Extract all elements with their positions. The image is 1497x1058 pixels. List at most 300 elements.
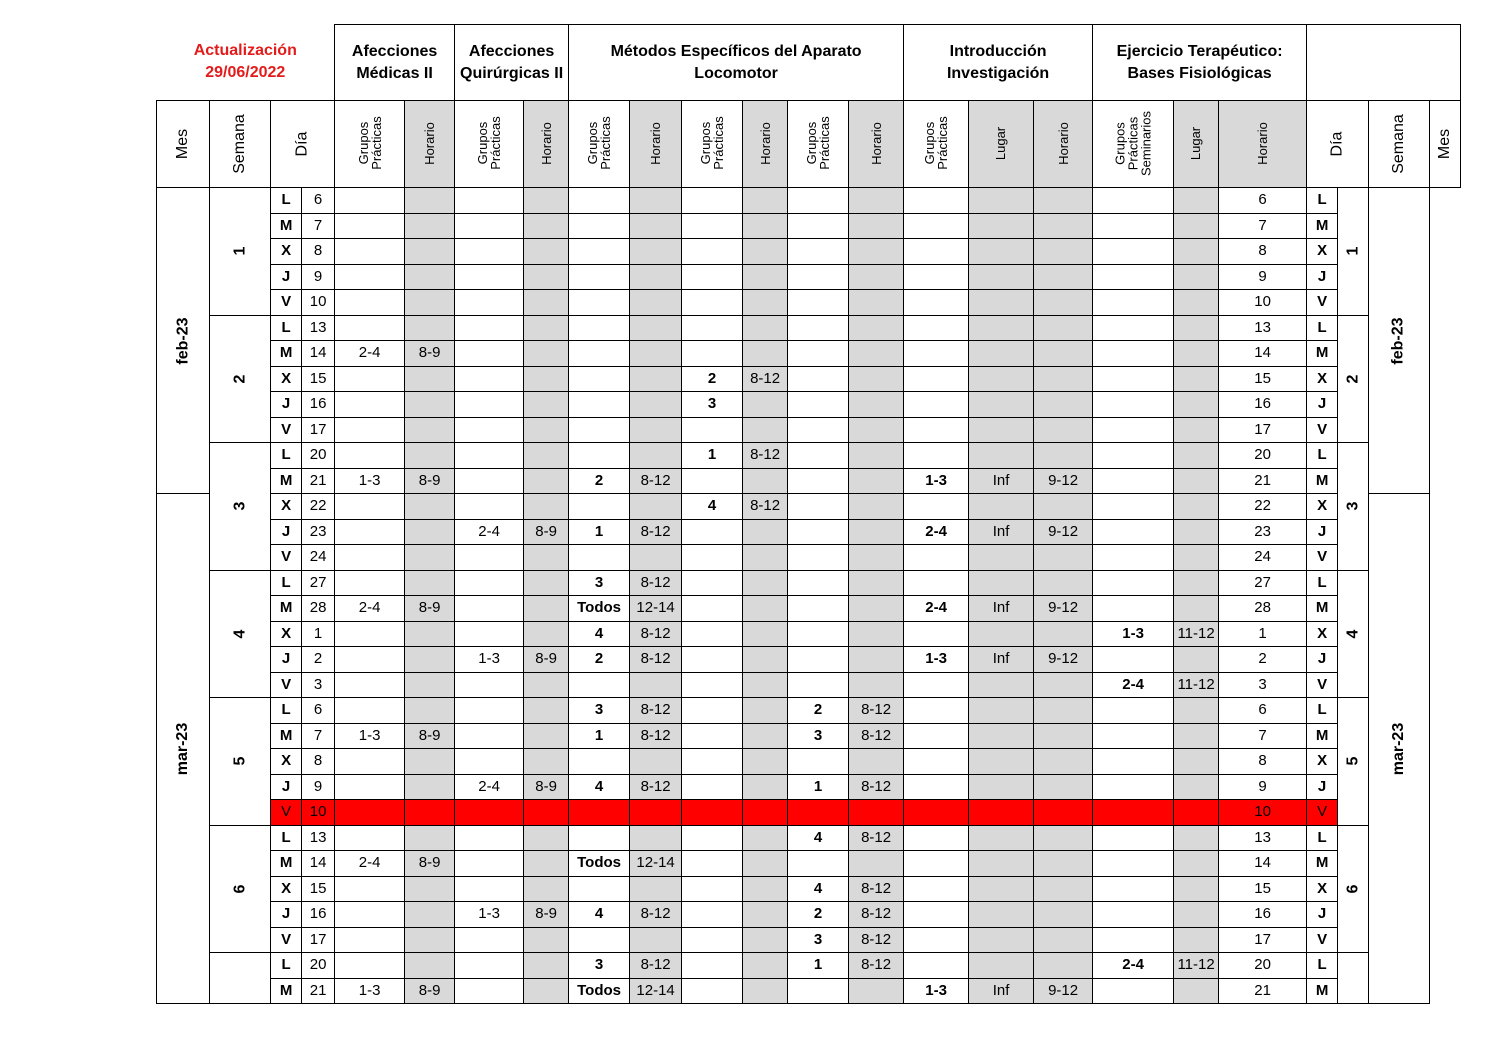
group-cell bbox=[1093, 825, 1174, 851]
group-cell bbox=[569, 315, 630, 341]
schedule-cell: Inf bbox=[969, 596, 1034, 622]
day-letter: J bbox=[1307, 519, 1338, 545]
group-cell bbox=[788, 290, 849, 316]
update-date: 29/06/2022 bbox=[205, 64, 286, 82]
schedule-cell: 8-9 bbox=[405, 468, 455, 494]
group-cell bbox=[682, 774, 743, 800]
day-number: 1 bbox=[1219, 621, 1307, 647]
table-row bbox=[157, 698, 1461, 724]
schedule-cell: Inf bbox=[969, 647, 1034, 673]
group-cell bbox=[904, 774, 969, 800]
schedule-cell bbox=[524, 341, 569, 367]
day-letter: L bbox=[271, 698, 302, 724]
table-row bbox=[157, 519, 1461, 545]
group-cell bbox=[682, 723, 743, 749]
schedule-cell bbox=[969, 213, 1034, 239]
day-letter: L bbox=[1307, 953, 1338, 979]
schedule-cell: 8-9 bbox=[524, 519, 569, 545]
group-cell bbox=[788, 596, 849, 622]
table-row bbox=[157, 545, 1461, 571]
schedule-cell bbox=[405, 800, 455, 826]
update-notice bbox=[157, 25, 335, 101]
day-letter: M bbox=[271, 341, 302, 367]
group-cell bbox=[1093, 417, 1174, 443]
schedule-cell bbox=[1174, 876, 1219, 902]
schedule-cell bbox=[524, 927, 569, 953]
day-number: 15 bbox=[302, 876, 335, 902]
table-row bbox=[157, 672, 1461, 698]
schedule-cell bbox=[630, 927, 682, 953]
day-letter: L bbox=[1307, 443, 1338, 469]
group-cell bbox=[904, 239, 969, 265]
group-cell bbox=[1093, 723, 1174, 749]
schedule-cell: 8-12 bbox=[743, 443, 788, 469]
schedule-cell bbox=[524, 443, 569, 469]
week-label bbox=[210, 953, 271, 1004]
day-letter: M bbox=[271, 468, 302, 494]
group-cell bbox=[569, 264, 630, 290]
group-cell bbox=[1093, 315, 1174, 341]
group-cell bbox=[788, 392, 849, 418]
col-grupos: Grupos Prácticas bbox=[788, 101, 849, 188]
group-cell bbox=[1093, 366, 1174, 392]
col-horario: Horario bbox=[1219, 101, 1307, 188]
group-cell bbox=[904, 366, 969, 392]
group-cell: 1-3 bbox=[335, 978, 405, 1004]
schedule-cell bbox=[405, 443, 455, 469]
group-cell bbox=[1093, 978, 1174, 1004]
schedule-cell bbox=[969, 876, 1034, 902]
col-grupos: Grupos Prácticas bbox=[682, 101, 743, 188]
col-horario: Horario bbox=[849, 101, 904, 188]
group-cell bbox=[455, 392, 524, 418]
group-cell bbox=[904, 723, 969, 749]
group-cell bbox=[1093, 800, 1174, 826]
group-cell bbox=[904, 443, 969, 469]
schedule-cell bbox=[630, 392, 682, 418]
day-letter: V bbox=[271, 417, 302, 443]
schedule-cell: Inf bbox=[969, 978, 1034, 1004]
schedule-cell bbox=[743, 545, 788, 571]
schedule-cell: 8-9 bbox=[405, 596, 455, 622]
schedule-cell bbox=[1174, 596, 1219, 622]
group-cell bbox=[682, 519, 743, 545]
group-cell bbox=[682, 672, 743, 698]
group-cell bbox=[455, 825, 524, 851]
schedule-cell bbox=[969, 494, 1034, 520]
schedule-cell bbox=[849, 341, 904, 367]
schedule-cell bbox=[1034, 672, 1093, 698]
schedule-cell bbox=[743, 570, 788, 596]
day-letter: M bbox=[1307, 596, 1338, 622]
schedule-cell bbox=[743, 647, 788, 673]
schedule-cell bbox=[969, 953, 1034, 979]
group-cell bbox=[335, 417, 405, 443]
day-number: 17 bbox=[1219, 927, 1307, 953]
day-letter: X bbox=[271, 239, 302, 265]
group-cell bbox=[335, 494, 405, 520]
col-lugar: Lugar bbox=[1174, 101, 1219, 188]
col-grupos: Grupos Prácticas bbox=[335, 101, 405, 188]
group-cell bbox=[569, 545, 630, 571]
table-row bbox=[157, 902, 1461, 928]
day-number: 13 bbox=[302, 825, 335, 851]
day-number: 13 bbox=[1219, 315, 1307, 341]
group-cell bbox=[335, 545, 405, 571]
group-cell: 4 bbox=[569, 774, 630, 800]
schedule-cell bbox=[849, 392, 904, 418]
table-row bbox=[157, 851, 1461, 877]
schedule-cell bbox=[1034, 927, 1093, 953]
day-letter: L bbox=[1307, 825, 1338, 851]
schedule-cell bbox=[1034, 494, 1093, 520]
group-cell: 1-3 bbox=[904, 468, 969, 494]
group-cell bbox=[788, 315, 849, 341]
schedule-cell: 8-9 bbox=[524, 774, 569, 800]
schedule-cell bbox=[1174, 341, 1219, 367]
schedule-cell bbox=[1034, 290, 1093, 316]
group-cell bbox=[788, 264, 849, 290]
day-letter: L bbox=[271, 570, 302, 596]
group-cell bbox=[788, 239, 849, 265]
schedule-cell bbox=[405, 290, 455, 316]
group-cell bbox=[455, 290, 524, 316]
week-label: 3 bbox=[210, 443, 271, 571]
group-cell: 4 bbox=[569, 902, 630, 928]
day-number: 17 bbox=[302, 927, 335, 953]
schedule-cell bbox=[969, 774, 1034, 800]
group-cell bbox=[335, 315, 405, 341]
schedule-cell bbox=[1174, 443, 1219, 469]
table-row bbox=[157, 596, 1461, 622]
day-letter: J bbox=[271, 392, 302, 418]
table-row bbox=[157, 621, 1461, 647]
schedule-cell bbox=[630, 290, 682, 316]
schedule-cell bbox=[743, 417, 788, 443]
group-cell: 3 bbox=[569, 698, 630, 724]
group-cell bbox=[335, 621, 405, 647]
schedule-cell bbox=[1034, 749, 1093, 775]
day-number: 14 bbox=[302, 851, 335, 877]
schedule-cell bbox=[743, 188, 788, 214]
schedule-cell: 8-12 bbox=[849, 902, 904, 928]
schedule-cell bbox=[405, 570, 455, 596]
schedule-cell: 8-9 bbox=[405, 723, 455, 749]
schedule-cell bbox=[1174, 494, 1219, 520]
group-cell: 4 bbox=[682, 494, 743, 520]
schedule-cell bbox=[743, 341, 788, 367]
day-number: 10 bbox=[302, 800, 335, 826]
day-number: 16 bbox=[302, 902, 335, 928]
table-row bbox=[157, 264, 1461, 290]
schedule-cell: 12-14 bbox=[630, 978, 682, 1004]
col-horario: Horario bbox=[405, 101, 455, 188]
schedule-cell bbox=[1174, 239, 1219, 265]
schedule-cell bbox=[524, 494, 569, 520]
week-label: 6 bbox=[1338, 825, 1369, 953]
schedule-cell bbox=[849, 188, 904, 214]
table-row bbox=[157, 570, 1461, 596]
schedule-cell bbox=[743, 876, 788, 902]
group-cell bbox=[682, 570, 743, 596]
schedule-cell: 8-12 bbox=[743, 494, 788, 520]
schedule-cell bbox=[1034, 392, 1093, 418]
schedule-cell bbox=[524, 749, 569, 775]
day-number: 15 bbox=[302, 366, 335, 392]
group-cell bbox=[682, 213, 743, 239]
group-cell bbox=[682, 545, 743, 571]
schedule-cell bbox=[1174, 902, 1219, 928]
day-letter: J bbox=[1307, 264, 1338, 290]
schedule-cell bbox=[524, 417, 569, 443]
schedule-cell bbox=[1174, 800, 1219, 826]
schedule-cell bbox=[405, 621, 455, 647]
schedule-cell bbox=[743, 953, 788, 979]
group-cell: 2 bbox=[788, 902, 849, 928]
schedule-cell bbox=[743, 468, 788, 494]
schedule-cell bbox=[630, 417, 682, 443]
schedule-cell bbox=[524, 315, 569, 341]
schedule-cell bbox=[743, 290, 788, 316]
group-cell bbox=[455, 596, 524, 622]
day-letter: L bbox=[271, 443, 302, 469]
group-cell bbox=[335, 902, 405, 928]
day-number: 28 bbox=[1219, 596, 1307, 622]
day-letter: J bbox=[1307, 647, 1338, 673]
table-row bbox=[157, 443, 1461, 469]
group-cell: 2-4 bbox=[335, 596, 405, 622]
group-cell bbox=[335, 876, 405, 902]
group-cell bbox=[335, 647, 405, 673]
schedule-cell bbox=[969, 545, 1034, 571]
schedule-cell bbox=[1174, 392, 1219, 418]
group-cell bbox=[455, 494, 524, 520]
day-number: 28 bbox=[302, 596, 335, 622]
schedule-cell bbox=[849, 315, 904, 341]
day-letter: J bbox=[271, 264, 302, 290]
table-row bbox=[157, 315, 1461, 341]
schedule-cell bbox=[1034, 851, 1093, 877]
group-cell bbox=[1093, 596, 1174, 622]
group-cell: 2-4 bbox=[335, 851, 405, 877]
day-number: 17 bbox=[302, 417, 335, 443]
week-label: 3 bbox=[1338, 443, 1369, 571]
group-cell bbox=[904, 621, 969, 647]
group-cell bbox=[682, 749, 743, 775]
table-row bbox=[157, 213, 1461, 239]
schedule-cell bbox=[849, 647, 904, 673]
schedule-cell bbox=[524, 672, 569, 698]
group-cell: 2 bbox=[569, 468, 630, 494]
group-cell bbox=[569, 341, 630, 367]
day-letter: V bbox=[1307, 290, 1338, 316]
schedule-cell bbox=[524, 851, 569, 877]
week-label: 2 bbox=[1338, 315, 1369, 443]
group-cell bbox=[904, 545, 969, 571]
group-cell bbox=[1093, 290, 1174, 316]
week-label: 1 bbox=[210, 188, 271, 316]
day-number: 7 bbox=[1219, 723, 1307, 749]
day-number: 14 bbox=[1219, 851, 1307, 877]
schedule-cell bbox=[743, 851, 788, 877]
schedule-cell: 8-12 bbox=[849, 723, 904, 749]
group-cell: 2-4 bbox=[455, 519, 524, 545]
day-number: 9 bbox=[1219, 774, 1307, 800]
schedule-cell bbox=[1174, 366, 1219, 392]
schedule-cell: 8-12 bbox=[849, 698, 904, 724]
schedule-cell bbox=[524, 290, 569, 316]
day-letter: L bbox=[1307, 188, 1338, 214]
day-letter: V bbox=[271, 927, 302, 953]
group-cell bbox=[682, 621, 743, 647]
schedule-cell bbox=[849, 570, 904, 596]
schedule-cell bbox=[630, 366, 682, 392]
group-cell: 2 bbox=[788, 698, 849, 724]
day-number: 7 bbox=[1219, 213, 1307, 239]
schedule-cell bbox=[849, 596, 904, 622]
group-cell bbox=[455, 672, 524, 698]
schedule-cell: 11-12 bbox=[1174, 672, 1219, 698]
schedule-cell bbox=[630, 494, 682, 520]
day-number: 22 bbox=[1219, 494, 1307, 520]
schedule-cell bbox=[524, 239, 569, 265]
day-letter: J bbox=[271, 902, 302, 928]
group-cell bbox=[904, 417, 969, 443]
day-letter: V bbox=[1307, 672, 1338, 698]
schedule-cell bbox=[524, 800, 569, 826]
day-number: 9 bbox=[302, 264, 335, 290]
schedule-cell bbox=[849, 672, 904, 698]
group-cell bbox=[455, 749, 524, 775]
week-label: 5 bbox=[1338, 698, 1369, 826]
group-cell bbox=[682, 876, 743, 902]
schedule-cell bbox=[405, 213, 455, 239]
schedule-cell: 8-9 bbox=[524, 647, 569, 673]
day-letter: X bbox=[1307, 621, 1338, 647]
group-cell bbox=[788, 647, 849, 673]
day-letter: M bbox=[271, 723, 302, 749]
group-cell bbox=[455, 570, 524, 596]
schedule-cell: 9-12 bbox=[1034, 596, 1093, 622]
group-cell bbox=[569, 672, 630, 698]
schedule-cell bbox=[743, 774, 788, 800]
group-cell bbox=[335, 264, 405, 290]
month-label: mar-23 bbox=[1369, 494, 1430, 1004]
day-letter: L bbox=[271, 953, 302, 979]
group-cell bbox=[682, 953, 743, 979]
table-row bbox=[157, 366, 1461, 392]
day-number: 6 bbox=[302, 188, 335, 214]
schedule-cell bbox=[743, 825, 788, 851]
group-cell bbox=[904, 570, 969, 596]
group-cell bbox=[904, 264, 969, 290]
group-cell: 2-4 bbox=[904, 596, 969, 622]
group-cell bbox=[335, 672, 405, 698]
schedule-cell bbox=[405, 927, 455, 953]
col-grupos: Grupos Prácticas bbox=[569, 101, 630, 188]
group-cell bbox=[335, 749, 405, 775]
schedule-cell bbox=[630, 825, 682, 851]
table-row bbox=[157, 978, 1461, 1004]
group-cell bbox=[335, 927, 405, 953]
schedule-cell bbox=[630, 443, 682, 469]
schedule-cell bbox=[1174, 468, 1219, 494]
schedule-cell bbox=[630, 800, 682, 826]
group-cell bbox=[682, 825, 743, 851]
group-cell: 3 bbox=[569, 953, 630, 979]
day-letter: X bbox=[271, 876, 302, 902]
schedule-cell bbox=[405, 672, 455, 698]
schedule-cell bbox=[969, 264, 1034, 290]
schedule-cell: 8-12 bbox=[630, 621, 682, 647]
schedule-cell bbox=[743, 213, 788, 239]
day-number: 9 bbox=[1219, 264, 1307, 290]
group-cell bbox=[455, 800, 524, 826]
group-cell bbox=[682, 978, 743, 1004]
day-number: 17 bbox=[1219, 417, 1307, 443]
schedule-cell: 8-12 bbox=[849, 825, 904, 851]
table-row bbox=[157, 188, 1461, 214]
group-cell: 1-3 bbox=[335, 468, 405, 494]
day-number: 7 bbox=[302, 723, 335, 749]
schedule-cell bbox=[743, 902, 788, 928]
group-cell bbox=[335, 239, 405, 265]
schedule-cell bbox=[743, 749, 788, 775]
schedule-cell bbox=[524, 188, 569, 214]
day-number: 21 bbox=[1219, 978, 1307, 1004]
group-cell: 1 bbox=[788, 774, 849, 800]
group-cell bbox=[335, 290, 405, 316]
group-cell bbox=[335, 800, 405, 826]
schedule-cell bbox=[849, 978, 904, 1004]
day-number: 16 bbox=[1219, 392, 1307, 418]
day-number: 27 bbox=[1219, 570, 1307, 596]
schedule-cell bbox=[630, 545, 682, 571]
schedule-cell bbox=[405, 876, 455, 902]
group-cell bbox=[904, 953, 969, 979]
schedule-cell bbox=[405, 647, 455, 673]
table-row bbox=[157, 647, 1461, 673]
day-letter: M bbox=[1307, 213, 1338, 239]
schedule-cell bbox=[524, 392, 569, 418]
schedule-cell bbox=[405, 188, 455, 214]
group-cell bbox=[788, 468, 849, 494]
schedule-cell bbox=[405, 239, 455, 265]
group-cell bbox=[682, 315, 743, 341]
schedule-cell bbox=[743, 672, 788, 698]
day-letter: J bbox=[1307, 774, 1338, 800]
group-cell bbox=[569, 188, 630, 214]
schedule-cell bbox=[849, 468, 904, 494]
group-cell bbox=[455, 851, 524, 877]
group-cell bbox=[569, 366, 630, 392]
schedule-cell bbox=[969, 315, 1034, 341]
group-cell bbox=[904, 698, 969, 724]
group-cell bbox=[455, 698, 524, 724]
group-cell bbox=[569, 417, 630, 443]
schedule-cell bbox=[743, 621, 788, 647]
day-number: 22 bbox=[302, 494, 335, 520]
schedule-cell: 8-12 bbox=[849, 953, 904, 979]
group-cell bbox=[682, 927, 743, 953]
schedule-cell bbox=[1174, 723, 1219, 749]
group-cell bbox=[569, 800, 630, 826]
week-label: 6 bbox=[210, 825, 271, 953]
day-letter: J bbox=[271, 647, 302, 673]
group-cell bbox=[455, 978, 524, 1004]
schedule-cell bbox=[849, 213, 904, 239]
group-cell bbox=[904, 851, 969, 877]
